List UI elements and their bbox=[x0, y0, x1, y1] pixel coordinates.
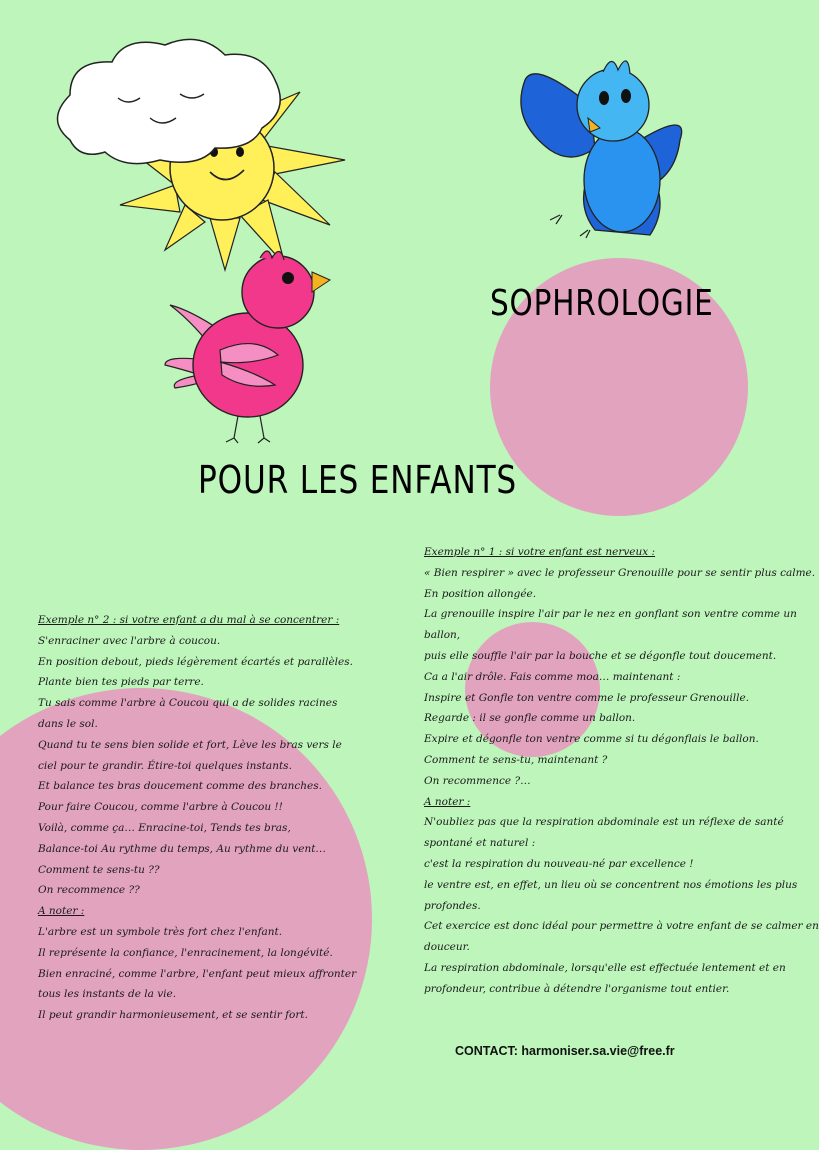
text-line: profondes. bbox=[424, 899, 481, 912]
text-line: ciel pour te grandir. Étire-toi quelques instants. bbox=[38, 759, 292, 772]
left-text-column bbox=[38, 610, 357, 1026]
text-line: ballon, bbox=[424, 629, 461, 642]
text-line: Et balance tes bras doucement comme des branches. bbox=[38, 780, 322, 793]
text-line: tous les instants de la vie. bbox=[38, 988, 177, 1001]
right-heading: Exemple n° 1 : si votre enfant est nerveux : bbox=[424, 546, 656, 558]
text-line: spontané et naturel : bbox=[424, 837, 536, 850]
text-line: le ventre est, en effet, un lieu où se concentrent nos émotions les plus bbox=[424, 878, 798, 891]
right-note-heading: A noter : bbox=[424, 795, 471, 808]
contact-email: CONTACT: harmoniser.sa.vie@free.fr bbox=[455, 1044, 675, 1058]
page-title: SOPHROLOGIE bbox=[490, 283, 714, 324]
text-line: c'est la respiration du nouveau-né par excellence ! bbox=[424, 857, 694, 870]
text-line: En position debout, pieds légèrement écartés et parallèles. bbox=[38, 655, 353, 668]
text-line: Quand tu te sens bien solide et fort, Lève les bras vers le bbox=[38, 738, 342, 751]
text-line: Comment te sens-tu ?? bbox=[38, 863, 160, 876]
text-line: Ca a l'air drôle. Fais comme moa… maintenant : bbox=[424, 670, 681, 683]
text-line: La respiration abdominale, lorsqu'elle est effectuée lentement et en bbox=[424, 961, 786, 974]
text-line: S'enraciner avec l'arbre à coucou. bbox=[38, 634, 221, 647]
text-line: Voilà, comme ça… Enracine-toi, Tends tes bras, bbox=[38, 821, 291, 834]
text-line: Cet exercice est donc idéal pour permettre à votre enfant de se calmer en bbox=[424, 920, 819, 933]
text-line: Bien enraciné, comme l'arbre, l'enfant peut mieux affronter bbox=[38, 967, 357, 980]
text-line: En position allongée. bbox=[424, 587, 537, 600]
text-line: douceur. bbox=[424, 941, 470, 954]
sun-cloud-illustration bbox=[0, 0, 360, 280]
text-line: profondeur, contribue à détendre l'organisme tout entier. bbox=[424, 982, 730, 995]
text-line: Expire et dégonfle ton ventre comme si tu dégonflais le ballon. bbox=[424, 733, 759, 746]
page-subtitle: POUR LES ENFANTS bbox=[198, 458, 518, 502]
text-line: Balance-toi Au rythme du temps, Au rythme du vent… bbox=[38, 842, 326, 855]
text-line: puis elle souffle l'air par la bouche et se dégonfle tout doucement. bbox=[424, 649, 777, 662]
text-line: Inspire et Gonfle ton ventre comme le professeur Grenouille. bbox=[424, 691, 750, 704]
right-text-column bbox=[424, 542, 819, 1000]
pink-bird-icon bbox=[160, 240, 335, 445]
text-line: N'oubliez pas que la respiration abdominale est un réflexe de santé bbox=[424, 816, 784, 829]
text-line: Plante bien tes pieds par terre. bbox=[38, 676, 204, 689]
text-line: On recommence ?… bbox=[424, 774, 531, 787]
text-line: Comment te sens-tu, maintenant ? bbox=[424, 753, 608, 766]
text-line: Pour faire Coucou, comme l'arbre à Coucou !! bbox=[38, 801, 283, 814]
text-line: Tu sais comme l'arbre à Coucou qui a de solides racines bbox=[38, 697, 338, 710]
text-line: On recommence ?? bbox=[38, 884, 140, 897]
text-line: dans le sol. bbox=[38, 717, 98, 730]
text-line: La grenouille inspire l'air par le nez en gonflant son ventre comme un bbox=[424, 608, 797, 621]
text-line: Il représente la confiance, l'enracinement, la longévité. bbox=[38, 946, 333, 959]
left-note-heading: A noter : bbox=[38, 905, 85, 918]
text-line: L'arbre est un symbole très fort chez l'enfant. bbox=[38, 925, 283, 938]
text-line: « Bien respirer » avec le professeur Grenouille pour se sentir plus calme. bbox=[424, 566, 816, 579]
blue-bird-icon bbox=[500, 30, 700, 240]
text-line: Il peut grandir harmonieusement, et se sentir fort. bbox=[38, 1009, 308, 1022]
text-line: Regarde : il se gonfle comme un ballon. bbox=[424, 712, 636, 725]
left-heading: Exemple n° 2 : si votre enfant a du mal à se concentrer : bbox=[38, 614, 340, 626]
